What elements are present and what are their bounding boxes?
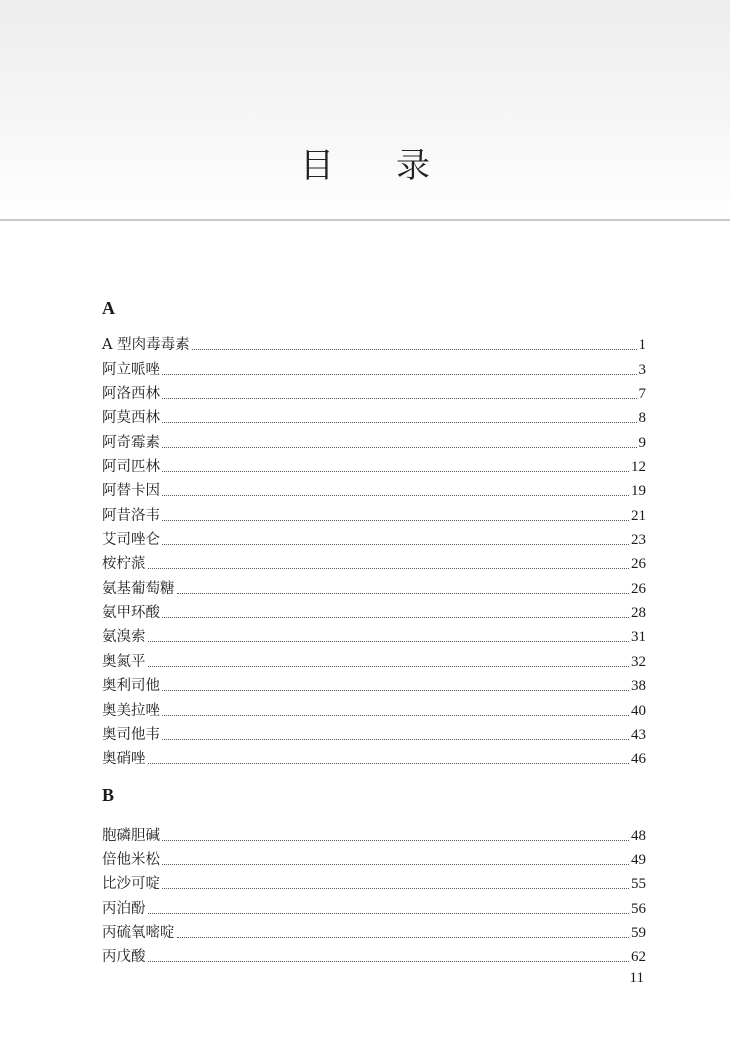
toc-entry-page: 38 bbox=[631, 678, 646, 695]
toc-entry-label: 奥美拉唑 bbox=[102, 702, 160, 719]
dot-leader bbox=[162, 839, 629, 841]
toc-entry-page: 8 bbox=[638, 410, 646, 427]
dot-leader bbox=[162, 446, 637, 448]
toc-entry-page: 28 bbox=[631, 605, 646, 622]
page-header bbox=[0, 0, 730, 221]
toc-entry-page: 21 bbox=[631, 507, 646, 524]
toc-entry-label: 阿昔洛韦 bbox=[102, 507, 160, 524]
toc-entry-page: 55 bbox=[631, 876, 646, 893]
toc-entry-page: 7 bbox=[638, 386, 646, 403]
toc-entry-label: 氨溴索 bbox=[102, 629, 146, 646]
toc-entry[interactable] bbox=[102, 696, 646, 720]
toc-entry[interactable] bbox=[102, 919, 646, 943]
toc-entry[interactable] bbox=[102, 526, 646, 550]
toc-entry-page: 62 bbox=[631, 949, 646, 966]
section-b-entries bbox=[102, 821, 646, 967]
toc-entry-label: 氨甲环酸 bbox=[102, 605, 160, 622]
dot-leader bbox=[162, 863, 629, 865]
toc-entry-page: 31 bbox=[631, 629, 646, 646]
toc-entry-page: 32 bbox=[631, 653, 646, 670]
toc-entry-page: 9 bbox=[638, 434, 646, 451]
toc-entry-label: 桉柠蒎 bbox=[102, 556, 146, 573]
dot-leader bbox=[177, 936, 630, 938]
toc-entry-page: 19 bbox=[631, 483, 646, 500]
dot-leader bbox=[148, 640, 630, 642]
page-number: 11 bbox=[629, 970, 644, 986]
toc-entry-page: 48 bbox=[631, 827, 646, 844]
toc-entry-label: 奥利司他 bbox=[102, 678, 160, 695]
toc-entry-page: 56 bbox=[631, 900, 646, 917]
toc-entry[interactable] bbox=[102, 672, 646, 696]
toc-entry[interactable] bbox=[102, 380, 646, 404]
page-title: 目录 bbox=[300, 146, 492, 186]
dot-leader bbox=[162, 373, 637, 375]
toc-entry-page: 46 bbox=[631, 751, 646, 768]
dot-leader bbox=[162, 421, 637, 423]
toc-entry[interactable] bbox=[102, 453, 646, 477]
toc-entry-page: 59 bbox=[631, 924, 646, 941]
dot-leader bbox=[162, 887, 629, 889]
toc-entry[interactable] bbox=[102, 623, 646, 647]
toc-entry[interactable] bbox=[102, 428, 646, 452]
toc-entry-page: 23 bbox=[631, 532, 646, 549]
toc-entry-label: 阿洛西林 bbox=[102, 386, 160, 403]
toc-entry-page: 40 bbox=[631, 702, 646, 719]
dot-leader bbox=[148, 567, 630, 569]
toc-entry[interactable] bbox=[102, 745, 646, 769]
dot-leader bbox=[162, 397, 637, 399]
toc-entry-label: 阿奇霉素 bbox=[102, 434, 160, 451]
dot-leader bbox=[162, 470, 629, 472]
toc-entry-label: 丙泊酚 bbox=[102, 900, 146, 917]
toc-entry[interactable] bbox=[102, 943, 646, 967]
toc-entry-page: 49 bbox=[631, 851, 646, 868]
toc-entry[interactable] bbox=[102, 647, 646, 671]
toc-entry-page: 12 bbox=[631, 459, 646, 476]
toc-entry-label: 倍他米松 bbox=[102, 851, 160, 868]
toc-entry-label: 胞磷胆碱 bbox=[102, 827, 160, 844]
toc-entry-page: 43 bbox=[631, 726, 646, 743]
toc-entry[interactable] bbox=[102, 550, 646, 574]
toc-entry-label: 阿立哌唑 bbox=[102, 361, 160, 378]
toc-entry[interactable] bbox=[102, 501, 646, 525]
dot-leader bbox=[148, 960, 630, 962]
toc-entry[interactable] bbox=[102, 404, 646, 428]
dot-leader bbox=[177, 592, 630, 594]
toc-entry-page: 26 bbox=[631, 556, 646, 573]
dot-leader bbox=[148, 665, 630, 667]
table-of-contents bbox=[102, 296, 646, 967]
section-a-entries bbox=[102, 331, 646, 769]
toc-entry-label: 阿莫西林 bbox=[102, 410, 160, 427]
dot-leader bbox=[162, 543, 629, 545]
toc-entry-label: 阿司匹林 bbox=[102, 459, 160, 476]
toc-entry-label: 奥氮平 bbox=[102, 653, 146, 670]
toc-entry[interactable] bbox=[102, 821, 646, 845]
toc-entry-label: 奥硝唑 bbox=[102, 751, 146, 768]
dot-leader bbox=[162, 494, 629, 496]
toc-entry[interactable] bbox=[102, 894, 646, 918]
section-heading-b: B bbox=[102, 785, 115, 806]
toc-entry[interactable] bbox=[102, 331, 646, 355]
toc-entry[interactable] bbox=[102, 846, 646, 870]
toc-entry[interactable] bbox=[102, 477, 646, 501]
toc-entry-label: 艾司唑仑 bbox=[102, 532, 160, 549]
dot-leader bbox=[148, 912, 630, 914]
toc-entry[interactable] bbox=[102, 599, 646, 623]
toc-entry[interactable] bbox=[102, 355, 646, 379]
toc-entry-label: 丙硫氧嘧啶 bbox=[102, 924, 175, 941]
dot-leader bbox=[162, 519, 629, 521]
toc-entry-label: 丙戊酸 bbox=[102, 949, 146, 966]
dot-leader bbox=[162, 616, 629, 618]
toc-entry[interactable] bbox=[102, 870, 646, 894]
dot-leader bbox=[162, 714, 629, 716]
section-heading-a: A bbox=[102, 298, 115, 318]
toc-entry-label: 阿替卡因 bbox=[102, 483, 160, 500]
dot-leader bbox=[192, 348, 637, 350]
dot-leader bbox=[162, 689, 629, 691]
toc-entry-page: 26 bbox=[631, 580, 646, 597]
dot-leader bbox=[148, 762, 630, 764]
toc-entry-page: 3 bbox=[638, 361, 646, 378]
toc-entry-label: 比沙可啶 bbox=[102, 876, 160, 893]
toc-entry-label: A 型肉毒毒素 bbox=[102, 337, 190, 354]
dot-leader bbox=[162, 738, 629, 740]
toc-entry-label: 氨基葡萄糖 bbox=[102, 580, 175, 597]
toc-entry-label: 奥司他韦 bbox=[102, 726, 160, 743]
toc-entry[interactable] bbox=[102, 574, 646, 598]
toc-entry-page: 1 bbox=[638, 337, 646, 354]
toc-entry[interactable] bbox=[102, 721, 646, 745]
